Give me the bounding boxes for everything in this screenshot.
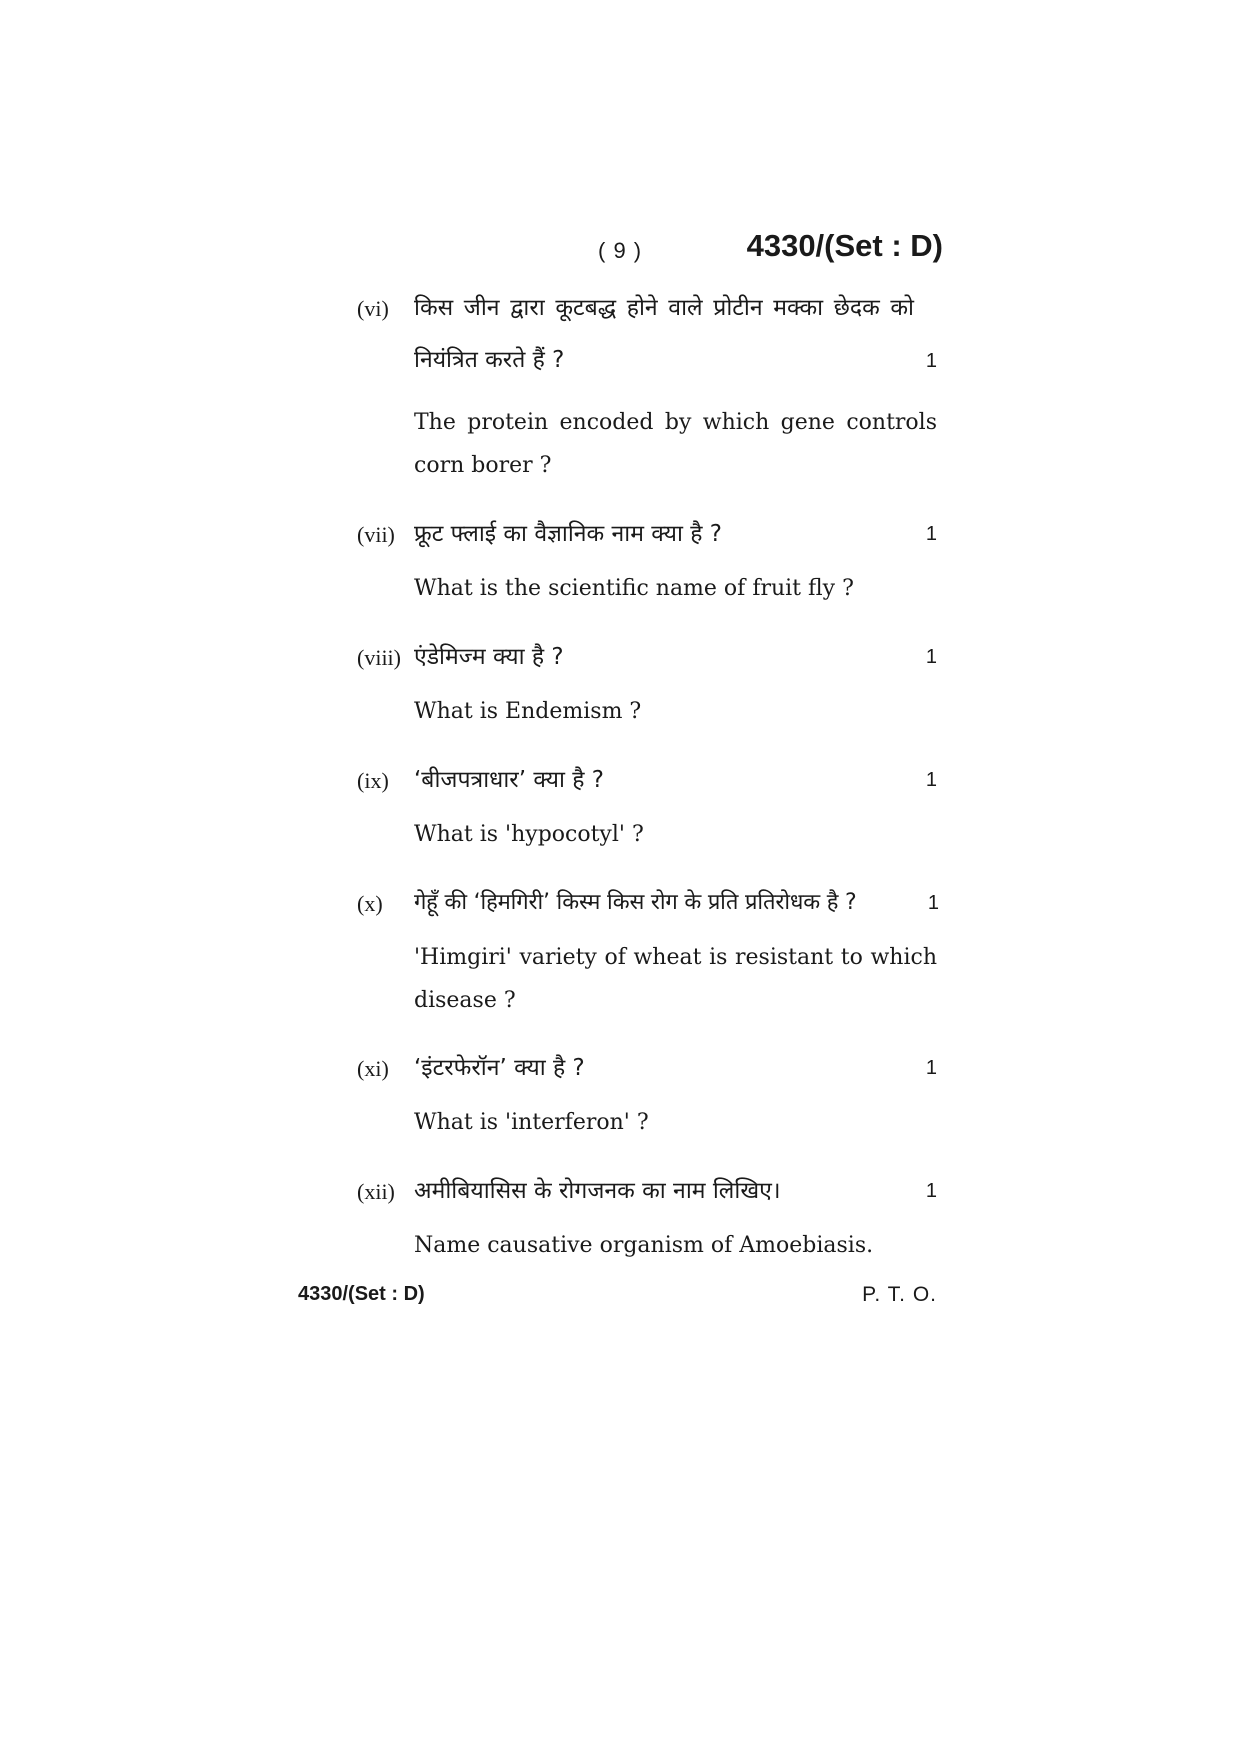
question-number: (ix): [357, 768, 389, 793]
question-text-english: What is 'hypocotyl' ?: [414, 822, 644, 847]
question-marks: 1: [925, 1180, 937, 1202]
question-text-english: What is the scientific name of fruit fly ?: [414, 576, 854, 601]
question-marks: 1: [925, 1057, 937, 1079]
question-text-hindi: किस जीन द्वारा कूटबद्ध होने वाले प्रोटीन मक्का छेदक को नियंत्रित करते हैं ?: [414, 295, 914, 373]
question-marks: 1: [925, 646, 937, 668]
question-number: (viii): [357, 645, 401, 670]
question-marks: 1: [925, 769, 937, 791]
question-number: (vii): [357, 522, 395, 547]
page-number: ( 9 ): [598, 238, 643, 263]
question-marks: 1: [925, 350, 937, 372]
question-text-hindi: ‘इंटरफेरॉन’ क्या है ?: [414, 1055, 585, 1081]
question-text-english: Name causative organism of Amoebiasis.: [414, 1233, 874, 1258]
question-text-english: 'Himgiri' variety of wheat is resistant to which disease ?: [414, 945, 937, 1013]
question-number: (x): [357, 891, 383, 916]
footer-pto: P. T. O.: [862, 1283, 937, 1306]
question-text-hindi: एंडेमिज्म क्या है ?: [414, 644, 564, 670]
question-text-english: What is 'interferon' ?: [414, 1110, 649, 1135]
question-text-english: The protein encoded by which gene controls corn borer ?: [414, 410, 937, 478]
question-number: (xii): [357, 1179, 395, 1204]
question-marks: 1: [925, 523, 937, 545]
question-text-hindi: गेहूँ की ‘हिमगिरी’ किस्म किस रोग के प्रति प्रतिरोधक है ?: [414, 890, 857, 915]
paper-code-header: 4330/(Set : D): [746, 228, 943, 263]
question-marks: 1: [927, 892, 939, 914]
question-text-hindi: फ्रूट फ्लाई का वैज्ञानिक नाम क्या है ?: [414, 521, 722, 547]
question-number: (xi): [357, 1056, 389, 1081]
question-text-hindi: अमीबियासिस के रोगजनक का नाम लिखिए।: [414, 1178, 781, 1204]
footer-paper-code: 4330/(Set : D): [298, 1283, 425, 1305]
question-number: (vi): [357, 296, 389, 321]
question-text-english: What is Endemism ?: [414, 699, 642, 724]
question-text-hindi: ‘बीजपत्राधार’ क्या है ?: [414, 767, 604, 793]
